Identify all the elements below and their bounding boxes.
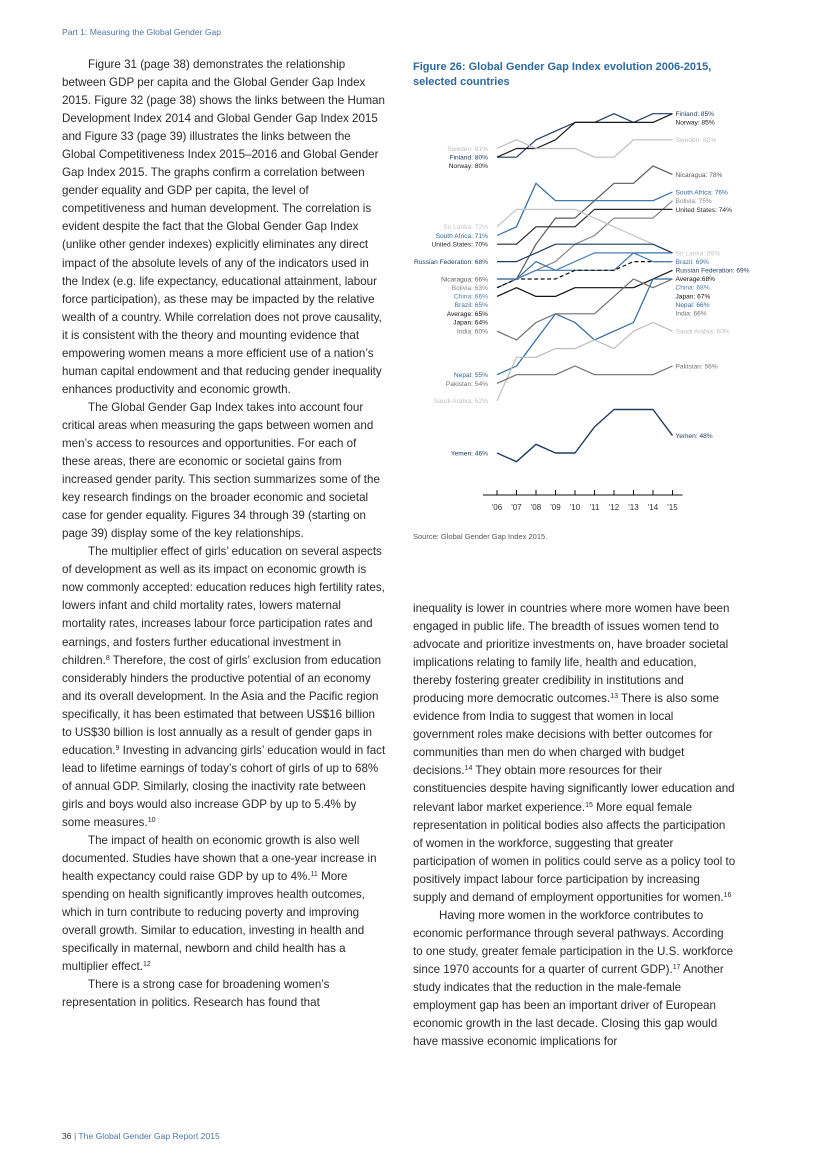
start-value-label: India: 60%: [456, 328, 488, 336]
footnote-ref[interactable]: 15: [585, 801, 593, 809]
end-value-label: China: 68%: [675, 284, 710, 292]
start-value-label: South Africa: 71%: [435, 232, 488, 240]
end-value-label: Saudi Arabia: 60%: [675, 328, 730, 336]
start-value-label: China: 66%: [453, 293, 488, 301]
start-value-label: Brazil: 65%: [454, 302, 488, 310]
x-tick-label: '14: [647, 503, 659, 512]
start-value-label: Nicaragua: 66%: [441, 276, 488, 284]
start-value-label: Norway: 80%: [448, 163, 488, 171]
paragraph: The multiplier effect of girls’ education on several aspects of development as well as its impact on economic growth is now commonly accepted: education reduces high fertility rates, lowers infant and child mortality rates, lowers maternal mortality rates, increases labour force participation rates and earnings, and fosters further educational investment in children.$^8$ Therefore, the cost of girls’ exclusion from education considerably hinders the productive potential of an economy and its overall development. In the Asia and the Pacific region specifically, it has been estimated that between US$16 billion to US$30 billion is lost annually as a result of gender gaps in education.$^9$ Investing in advancing girls’ education would in fact lead to lifetime earnings of today’s cohort of girls of up to 68% of annual GDP. Similarly, closing the inactivity rate between girls and boys would also increase GDP by up to 5.4% by some measures.$^{10}$: [62, 545, 386, 829]
paragraph: The impact of health on economic growth is also well documented. Studies have shown that a one-year increase in health expectancy could raise GDP by up to 4%.$^{11}$ More spending on health significantly improves health outcomes, which in turn contribute to reducing poverty and improving overall growth. Similar to education, investing in health and specifically in maternal, newborn and child health has a multiplier effect.$^{12}$: [62, 834, 377, 974]
start-value-label: Pakistan: 54%: [445, 380, 488, 388]
footnote-ref[interactable]: 10: [147, 816, 156, 824]
end-value-label: Russian Federation: 69%: [675, 267, 750, 275]
start-value-label: Nepal: 55%: [453, 372, 488, 380]
end-value-label: Nepal: 66%: [675, 301, 710, 309]
start-value-label: Finland: 80%: [449, 154, 488, 162]
figure-title: Figure 26: Global Gender Gap Index evolution 2006-2015, selected countries: [413, 61, 712, 88]
footnote-ref[interactable]: 9: [115, 744, 120, 752]
series-line-nepal: [497, 279, 673, 375]
x-tick-label: '06: [491, 503, 503, 512]
x-tick-label: '09: [550, 503, 561, 512]
x-tick-label: '08: [530, 503, 542, 512]
end-value-label: Norway: 85%: [675, 119, 715, 127]
x-tick-label: '10: [569, 503, 581, 512]
series-line-finland: [497, 114, 673, 158]
series-line-japan: [497, 270, 673, 296]
series-line-united-states: [497, 209, 673, 244]
footnote-ref[interactable]: 16: [723, 891, 732, 899]
start-value-label: Average: 65%: [446, 310, 488, 318]
end-value-label: India: 66%: [675, 310, 707, 318]
end-value-label: South Africa: 76%: [675, 189, 728, 197]
paragraph: inequality is lower in countries where more women have been engaged in public life. The breadth of issues women tend to advocate and prioritize investments on, have broader societal implications relating to family life, health and education, thereby fostering greater credibility in institutions and producing more democratic outcomes.$^{13}$ There is also some evidence from India to suggest that women in local government roles make decisions with better outcomes for communities than men do when charged with budget decisions.$^{14}$ They obtain more resources for their constituencies despite having significantly lower education and relevant labor market experience.$^{15}$ More equal female representation in political bodies also affects the participation of women in the workforce, suggesting that greater participation of women in politics could serve as a policy tool to positively impact labour force participation by increasing supply and demand of employment opportunities for women.$^{16}$: [413, 602, 736, 904]
x-tick-label: '13: [628, 503, 639, 512]
end-value-label: Finland: 85%: [675, 111, 714, 119]
right-text-column: [413, 600, 736, 1051]
series-line-pakistan: [497, 366, 673, 383]
end-value-label: Bolivia: 75%: [675, 198, 712, 206]
paragraph: Figure 31 (page 38) demonstrates the relationship between GDP per capita and the Global Gender Gap Index 2015. Figure 32 (page 38) shows the links between the Human Development Index 2014 and Global Gender Gap Index 2015 and Figure 33 (page 39) illustrates the links between the Global Competitiveness Index 2015–2016 and Global Gender Gap Index 2015. The graphs confirm a correlation between gender equality and GDP per capita, the level of competitiveness and human development. The correlation is evident despite the fact that the Global Gender Gap Index (unlike other gender indexes) explicitly eliminates any direct impact of the absolute levels of any of the indicators used in the Index (e.g. life expectancy, educational attainment, labour force participation), as these may be impacted by the relative wealth of a country. While correlation does not prove causality, it is consistent with the theory and mounting evidence that empowering women means a more efficient use of a nation’s human capital endowment and that reducing gender inequality enhances productivity and economic growth.: [62, 58, 385, 396]
footnote-ref[interactable]: 13: [610, 693, 618, 701]
footer-separator: |: [73, 1131, 77, 1141]
footnote-ref[interactable]: 14: [464, 765, 473, 773]
start-value-label: Sri Lanka: 72%: [443, 224, 488, 232]
page-number: 36: [62, 1131, 72, 1141]
line-chart: [413, 95, 750, 520]
end-value-label: Nicaragua: 78%: [675, 172, 723, 179]
figure-source: Source: Global Gender Gap Index 2015.: [413, 532, 548, 541]
end-value-label: Brazil: 69%: [675, 258, 709, 266]
end-value-label: Pakistan: 56%: [675, 363, 718, 371]
end-value-label: Japan: 67%: [675, 293, 711, 301]
left-text-column: [62, 56, 386, 1012]
start-value-label: Japan: 64%: [453, 319, 488, 327]
x-tick-label: '11: [589, 503, 600, 512]
start-value-label: Yemen: 46%: [450, 450, 488, 458]
series-line-sri-lanka: [497, 209, 673, 253]
series-line-average: [497, 262, 673, 288]
end-value-label: Average:68%: [675, 276, 715, 284]
footnote-ref[interactable]: 12: [142, 961, 151, 969]
x-tick-label: '12: [608, 503, 620, 512]
paragraph: Having more women in the workforce contributes to economic performance through several pathways. According to one study, greater female participation in the U.S. workforce since 1970 accounts for a quarter of current GDP).$^{17}$ Another study indicates that the reduction in the male-female employment gap has been an important driver of European economic growth in the last decade. Closing this gap would have massive economic implications for: [413, 908, 734, 1049]
start-value-label: Russian Federation: 68%: [413, 259, 488, 266]
start-value-label: Saudi Arabia: 52%: [433, 398, 488, 406]
footnote-ref[interactable]: 11: [310, 871, 318, 879]
report-title: The Global Gender Gap Report 2015: [78, 1131, 220, 1141]
end-value-label: Sweden: 82%: [675, 137, 717, 145]
start-value-label: Bolivia: 63%: [451, 285, 488, 292]
end-value-label: United States: 74%: [675, 206, 732, 214]
footnote-ref[interactable]: 8: [105, 654, 110, 662]
x-tick-label: '15: [667, 503, 678, 512]
running-head: Part 1: Measuring the Global Gender Gap: [62, 27, 222, 37]
footnote-ref[interactable]: 17: [672, 963, 681, 971]
start-value-label: United States: 70%: [431, 241, 488, 249]
series-line-nicaragua: [497, 166, 673, 279]
paragraph: The Global Gender Gap Index takes into account four critical areas when measuring the gaps between women and men’s access to resources and opportunities. For each of these areas, there are economic or societal gains from increased gender parity. This section summarizes some of the key research findings on the broader economic and societal case for gender equality. Figures 34 through 39 (starting on page 39) display some of the key relationships.: [62, 400, 380, 541]
end-value-label: Yemen: 48%: [675, 433, 713, 440]
end-value-label: Sri Lanka: 69%: [675, 250, 721, 258]
start-value-label: Sweden: 81%: [447, 145, 488, 153]
series-line-yemen: [497, 410, 673, 462]
x-tick-label: '07: [511, 503, 522, 512]
page-footer: [62, 1131, 220, 1141]
paragraph: There is a strong case for broadening women’s representation in politics. Research has found that: [62, 978, 330, 1010]
